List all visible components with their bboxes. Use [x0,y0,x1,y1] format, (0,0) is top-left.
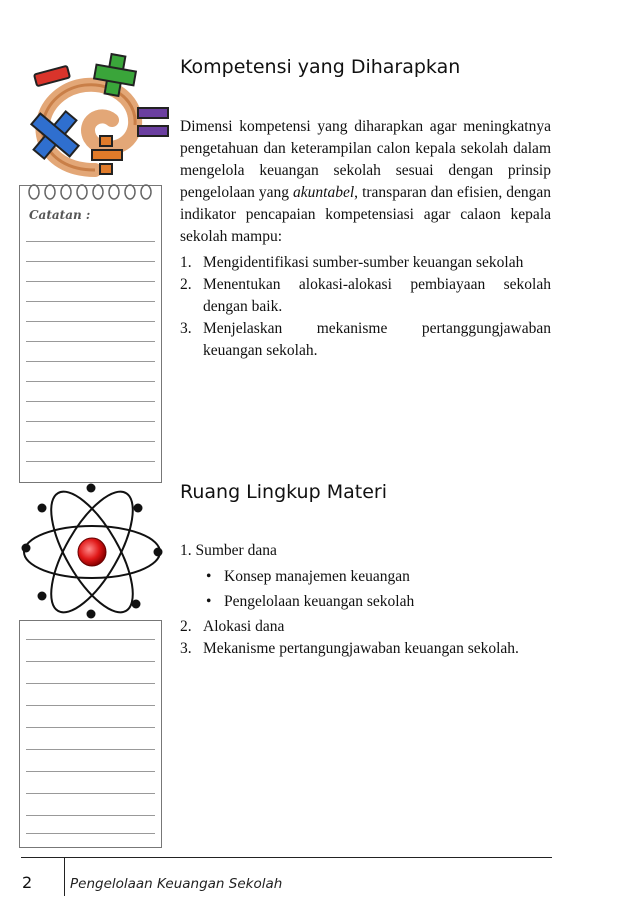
list-item: 1. Mengidentifikasi sumber-sumber keuangan sekolah [180,254,524,271]
list-item: 3. Mekanisme pertangungjawaban keuangan sekolah. [180,640,519,657]
sub-bullet-list [180,564,551,614]
section-heading-ruang-lingkup: Ruang Lingkup Materi [180,481,387,503]
scope-list [180,540,551,660]
page-number: 2 [22,873,33,892]
list-item: 3. Menjelaskan mekanisme pertanggungjawaban keuangan sekolah. [180,320,551,359]
notepad-lower [19,620,162,848]
atom-icon [18,478,166,626]
math-symbols-icon [20,50,170,180]
footer-divider [21,857,552,858]
competence-paragraph: Dimensi kompetensi yang diharapkan agar meningkatnya pengetahuan dan keterampilan calon kepala sekolah dalam mengelola keuangan sekolah sesuai dengan prinsip pengelolaan yang akuntabel, transparan dan efisien, dengan indikator pencapaian kompetensiasi agar calaon kepala sekolah mampu: [180,118,551,245]
notepad-spiral [20,182,163,202]
section-heading-kompetensi: Kompetensi yang Diharapkan [180,56,461,78]
bullet-item: • Konsep manajemen keuangan [206,568,410,585]
bullet-item: • Pengelolaan keuangan sekolah [206,593,415,610]
notepad-label: Catatan : [29,208,91,222]
list-item: 1. Sumber dana [180,542,277,559]
list-item: 2. Menentukan alokasi-alokasi pembiayaan sekolah dengan baik. [180,276,551,315]
footer-separator [64,857,65,896]
list-item: 2. Alokasi dana [180,618,285,635]
competence-list [180,252,551,362]
notepad-icon [19,185,162,483]
footer-title: Pengelolaan Keuangan Sekolah [70,876,283,892]
